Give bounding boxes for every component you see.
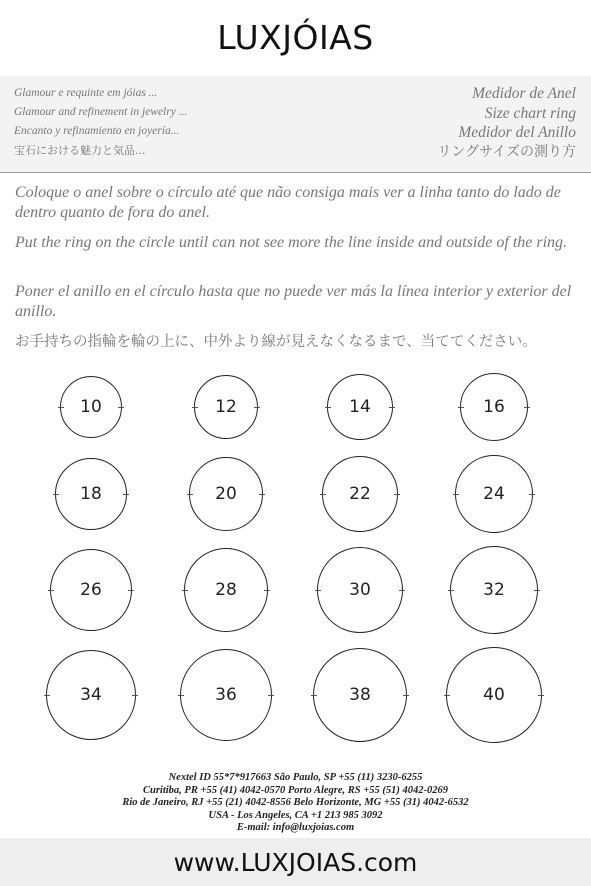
ring-circle-24 [455,455,534,534]
ring-size-label: 36 [215,684,237,705]
ring-circle-26 [50,549,132,631]
ring-circle-10 [60,376,122,438]
ring-size-label: 26 [80,580,102,600]
ring-circle-16 [460,373,529,442]
header [0,0,591,76]
ring-size-label: 24 [483,483,505,504]
page-titles [276,84,576,162]
instruction-pt: Coloque o anel sobre o círculo até que não consiga mais ver a linha tanto do lado de dentro quanto de fora do anel. [15,184,561,221]
tagline-es: Encanto y refinamiento en joyería... [14,125,180,137]
tagline-pt: Glamour e requinte em jóias ... [14,87,158,99]
tagline-en: Glamour and refinement in jewelry ... [14,106,188,118]
ring-circle-20 [189,457,263,531]
ring-circle-38 [313,648,407,742]
title-jp: リングサイズの測り方 [437,143,576,160]
ring-circle-18 [55,458,127,530]
ring-circle-12 [194,375,258,439]
ring-size-label: 10 [80,397,102,417]
contact-line: USA - Los Angeles, CA +1 213 985 3092 [208,809,383,821]
instruction-en: Put the ring on the circle until can not see more the line inside and outside of the ring. [15,234,568,251]
contact-email: E-mail: info@luxjoias.com [236,822,355,834]
ring-size-label: 12 [215,396,237,417]
ring-size-label: 14 [349,396,371,417]
contact-footer [0,772,591,835]
ring-circle-30 [317,547,403,633]
ring-circle-28 [184,548,268,632]
title-en: Size chart ring [484,104,576,122]
ring-circle-32 [450,546,539,635]
contact-line: Curitiba, PR +55 (41) 4042-0570 Porto Alegre, RS +55 (51) 4042-0269 [143,784,448,796]
ring-circle-14 [327,374,393,440]
ring-size-label: 30 [349,579,371,600]
title-es: Medidor del Anillo [458,124,576,141]
instruction-es: Poner el anillo en el círculo hasta que no puede ver más la línea interior y exterior del anillo. [15,283,572,320]
ring-size-label: 20 [215,483,237,504]
ring-circle-22 [322,456,398,532]
ring-size-label: 32 [483,579,505,600]
ring-size-label: 22 [349,483,371,504]
tagline-jp: 宝石における魅力と気品... [14,144,146,157]
brand-logo: LUXJÓIAS [217,18,374,57]
ring-size-label: 18 [80,484,102,504]
ring-size-label: 38 [349,684,371,705]
ring-circle-40 [446,647,543,744]
contact-line: Nextel ID 55*7*917663 São Paulo, SP +55 (11) 3230-6255 [168,772,423,783]
ring-circle-34 [46,650,136,740]
ring-size-label: 16 [483,396,505,417]
contact-line: Rio de Janeiro, RJ +55 (21) 4042-8556 Belo Horizonte, MG +55 (31) 4042-6532 [122,797,469,809]
ring-circle-36 [180,649,272,741]
title-pt: Medidor de Anel [472,85,576,102]
ring-size-label: 34 [80,685,102,705]
ring-size-label: 28 [215,579,237,600]
instruction-jp: お手持ちの指輪を輪の上に、中外より線が見えなくなるまで、当ててください。 [15,334,537,350]
taglines [14,84,294,160]
divider [0,172,591,173]
website-link[interactable]: www.LUXJOIAS.com [173,848,418,877]
ring-size-label: 40 [483,684,505,705]
